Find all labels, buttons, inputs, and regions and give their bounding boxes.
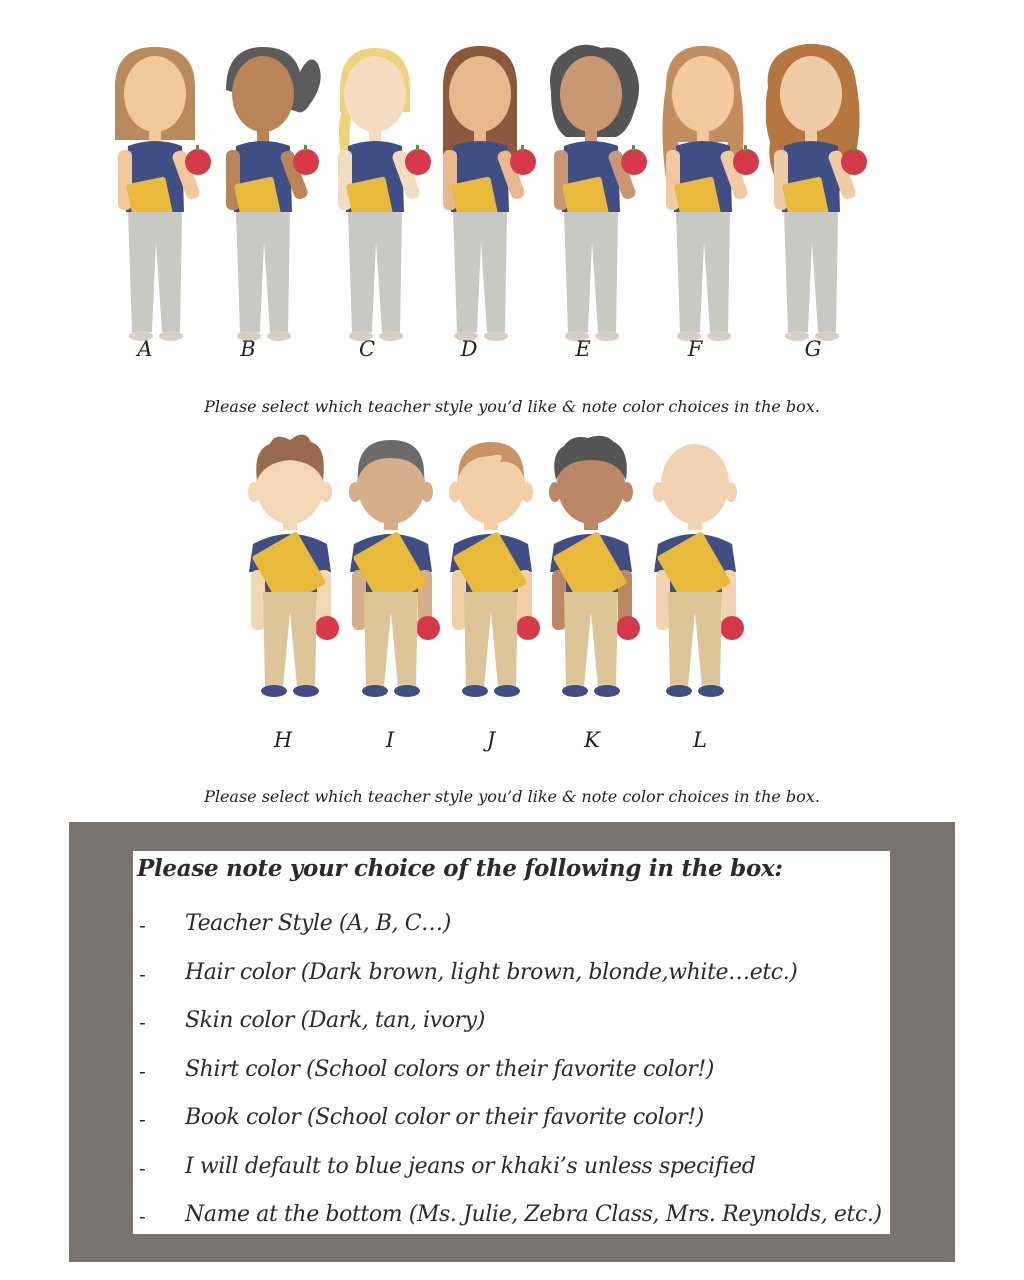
bullet-dash: - bbox=[139, 1058, 146, 1083]
teacher-figure-h bbox=[245, 432, 345, 707]
teacher-figure-c bbox=[330, 42, 440, 352]
figure-letter-f: F bbox=[687, 337, 703, 361]
notes-item-text: Skin color (Dark, tan, ivory) bbox=[185, 1008, 485, 1033]
teacher-figure-g bbox=[766, 42, 876, 352]
figure-letter-g: G bbox=[804, 337, 822, 361]
notes-item-text: Hair color (Dark brown, light brown, blonde,white…etc.) bbox=[185, 959, 798, 985]
teacher-figure-f bbox=[658, 42, 768, 352]
teacher-figure-l bbox=[650, 432, 750, 707]
figure-letter-l: L bbox=[693, 728, 707, 752]
notes-item-text: Teacher Style (A, B, C…) bbox=[185, 911, 451, 936]
figure-letter-e: E bbox=[575, 337, 591, 361]
notes-item-text: Book color (School color or their favorite color!) bbox=[185, 1105, 704, 1130]
bullet-dash: - bbox=[139, 1204, 146, 1228]
bullet-dash: - bbox=[139, 961, 146, 986]
bullet-dash: - bbox=[139, 1155, 146, 1180]
teacher-figure-k bbox=[546, 432, 646, 707]
notes-item-text: I will default to blue jeans or khaki’s unless specified bbox=[185, 1153, 756, 1179]
figure-letter-a: A bbox=[137, 337, 153, 361]
figure-letter-k: K bbox=[584, 728, 600, 752]
teacher-figure-a bbox=[110, 42, 220, 352]
female-styles-caption: Please select which teacher style you’d like & note color choices in the box. bbox=[204, 397, 820, 416]
figure-letter-b: B bbox=[240, 337, 256, 361]
bullet-dash: - bbox=[139, 1107, 146, 1131]
teacher-figure-e bbox=[546, 42, 656, 352]
notes-title: Please note your choice of the following in the box: bbox=[137, 855, 783, 882]
notes-box bbox=[133, 851, 890, 1234]
teacher-figure-i bbox=[346, 432, 446, 707]
bullet-dash: - bbox=[139, 913, 146, 937]
notes-item-text: Shirt color (School colors or their favorite color!) bbox=[185, 1056, 714, 1082]
figure-letter-h: H bbox=[273, 728, 293, 752]
figure-letter-d: D bbox=[460, 337, 478, 361]
notes-item-text: Name at the bottom (Ms. Julie, Zebra Class, Mrs. Reynolds, etc.) bbox=[185, 1202, 882, 1227]
teacher-figure-d bbox=[435, 42, 545, 352]
figure-letter-j: J bbox=[486, 728, 496, 752]
bullet-dash: - bbox=[139, 1010, 146, 1034]
male-styles-caption: Please select which teacher style you’d like & note color choices in the box. bbox=[204, 787, 820, 806]
figure-letter-c: C bbox=[358, 337, 376, 361]
figure-letter-i: I bbox=[385, 728, 395, 752]
teacher-figure-b bbox=[218, 42, 328, 352]
teacher-figure-j bbox=[446, 432, 546, 707]
